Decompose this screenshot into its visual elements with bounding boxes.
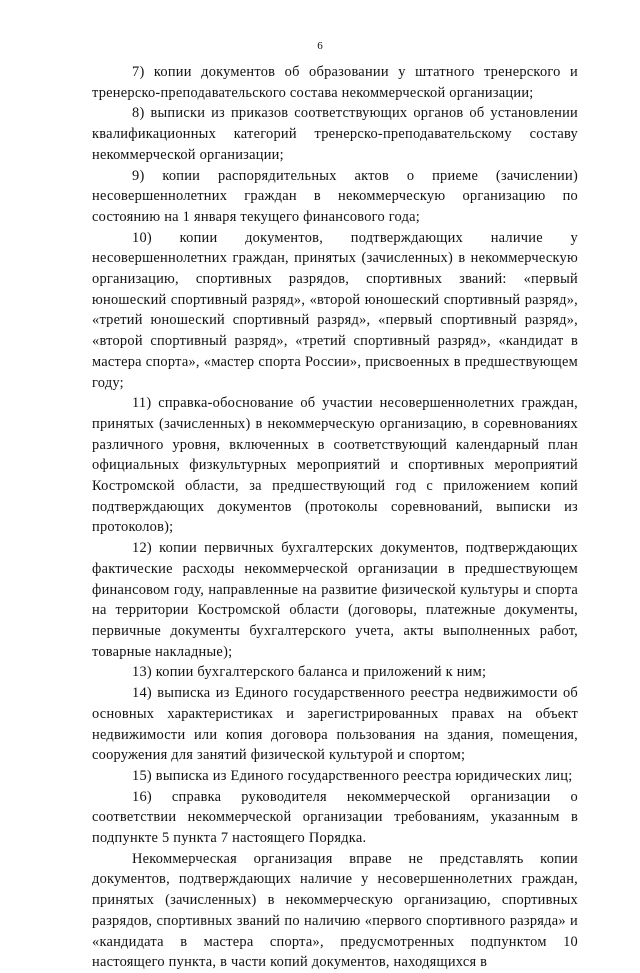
page-number: 6 (317, 40, 323, 52)
paragraph-exemption: Некоммерческая организация вправе не представлять копии документов, подтверждающих наличие у несовершеннолетних граждан, принятых (зачисленных) в некоммерческую организацию, спортивных разрядов, спортивных званий по наличию «первого спортивного разряда» и «кандидата в мастера спорта», предусмотренных подпунктом 10 настоящего пункта, в части копий документов, находящихся в (92, 850, 578, 971)
paragraph-item-12: 12) копии первичных бухгалтерских документов, подтверждающих фактические расходы некоммерческой организации в предшествующем финансовом году, направленные на развитие физической культуры и спорта на территории Костромской области (договоры, платежные документы, первичные документы бухгалтерского учета, акты выполненных работ, товарные накладные); (92, 540, 578, 660)
paragraph-item-8: 8) выписки из приказов соответствующих органов об установлении квалификационных категорий тренерско-преподавательскому составу некоммерческой организации; (92, 105, 578, 163)
document-body (92, 62, 578, 973)
paragraph-item-13: 13) копии бухгалтерского баланса и приложений к ним; (132, 664, 487, 681)
paragraph-item-7: 7) копии документов об образовании у штатного тренерского и тренерско-преподавательского состава некоммерческой организации; (92, 64, 578, 101)
paragraph-item-9: 9) копии распорядительных актов о приеме (зачислении) несовершеннолетних граждан в некоммерческую организацию по состоянию на 1 января текущего финансового года; (92, 167, 578, 225)
paragraph-item-10: 10) копии документов, подтверждающих наличие у несовершеннолетних граждан, принятых (зачисленных) в некоммерческую организацию, спортивных разрядов, спортивных званий: «первый юношеский спортивный разряд», «второй юношеский спортивный разряд», «третий юношеский спортивный разряд», «первый спортивный разряд», «второй спортивный разряд», «третий спортивный разряд», «кандидат в мастера спорта», «мастер спорта России», присвоенных в предшествующем году; (92, 229, 578, 391)
paragraph-item-15: 15) выписка из Единого государственного реестра юридических лиц; (132, 767, 573, 784)
paragraph-item-16: 16) справка руководителя некоммерческой организации о соответствии некоммерческой организации требованиям, указанным в подпункте 5 пункта 7 настоящего Порядка. (92, 788, 578, 847)
paragraph-item-14: 14) выписка из Единого государственного реестра недвижимости об основных характеристиках и зарегистрированных правах на объект недвижимости или копия договора пользования на здания, помещения, сооружения для занятий физической культурой и спортом; (92, 685, 578, 764)
paragraph-item-11: 11) справка-обоснование об участии несовершеннолетних граждан, принятых (зачисленных) в некоммерческую организацию, в соревнованиях различного уровня, включенных в соответствующий календарный план официальных физкультурных мероприятий и спортивных мероприятий Костромской области, за предшествующий год с приложением копий подтверждающих документов (протоколы соревнований, выписки из протоколов); (92, 395, 578, 536)
